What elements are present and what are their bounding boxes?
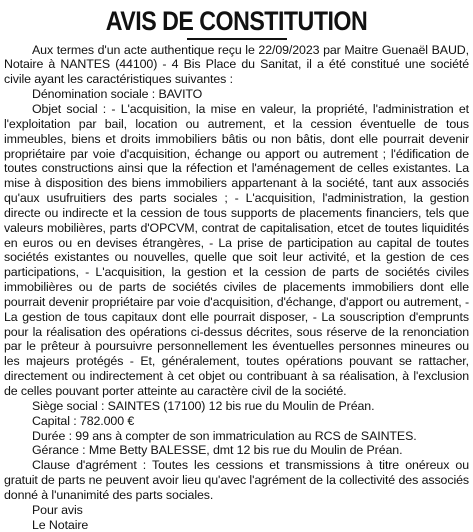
notice-title: AVIS DE CONSTITUTION — [105, 6, 368, 36]
duree-line: Durée : 99 ans à compter de son immatriculation au RCS de SAINTES. — [32, 428, 417, 443]
objet-social-paragraph: Objet social : - L'acquisition, la mise en valeur, la propriété, l'administration et l'exploitation par bail, location ou autrement, et la cession éventuelle de tous immeubles, biens et droits immobiliers bâtis ou non bâtis, dont elle pourrait devenir propriétaire par voie d'acquisition, échange ou apport ou autrement ; l'édification de toutes constructions ainsi que la réfection et l'aménagement de celles existantes. La mise à disposition des biens immobiliers appartenant à la société, tant aux associés qu'aux usufruitiers des parts sociales ; - L'acquisition, l'administration, la gestion directe ou indirecte et la cession de tous supports de placements financiers, tels que valeurs mobilières, parts d'OPCVM, contrat de capitalisation, etcet de toutes liquidités en euros ou en devises étrangères, - La prise de participation au capital de toutes sociétés existantes ou nouvelles, quelle que soit leur activité, et la gestion de ces participations, - L'acquisition, la gestion et la cession de parts de sociétés civiles immobilières ou de parts de sociétés civiles de placements immobiliers dont elle pourrait devenir propriétaire par voie d'acquisition, d'échange, d'apport ou autrement, - La gestion de tous capitaux dont elle pourrait disposer, - La souscription d'emprunts pour la réalisation des opérations ci-dessus décrites, sous réserve de la renonciation par le prêteur à poursuivre personnellement les éventuelles personnes mineures ou les majeurs protégés - Et, généralement, toutes opérations pouvant se rattacher, directement ou indirectement à cet objet ou contribuant à sa réalisation, à l'exclusion de celles pouvant porter atteinte au caractère civil de la société. — [4, 101, 469, 398]
agrement-paragraph: Clause d'agrément : Toutes les cessions et transmissions à titre onéreux ou gratuit de parts ne peuvent avoir lieu qu'avec l'agrément de la collectivité des associés donné à l'unanimité des parts sociales. — [4, 458, 469, 502]
gerance-line: Gérance : Mme Betty BALESSE, dmt 12 bis rue du Moulin de Préan. — [32, 443, 403, 458]
notice-body — [4, 43, 469, 532]
capital-line: Capital : 782.000 € — [32, 413, 135, 428]
signature-line: Le Notaire — [32, 517, 89, 532]
siege-social-line: Siège social : SAINTES (17100) 12 bis rue du Moulin de Préan. — [32, 398, 375, 413]
closing-line: Pour avis — [32, 502, 83, 517]
denomination-line: Dénomination sociale : BAVITO — [32, 87, 203, 102]
title-underline — [187, 38, 287, 40]
intro-paragraph: Aux termes d'un acte authentique reçu le 22/09/2023 par Maitre Guenaël BAUD, Notaire à NANTES (44100) - 4 Bis Place du Sanitat, il a été constitué une société civile ayant les caractéristiques suivantes : — [4, 42, 469, 87]
